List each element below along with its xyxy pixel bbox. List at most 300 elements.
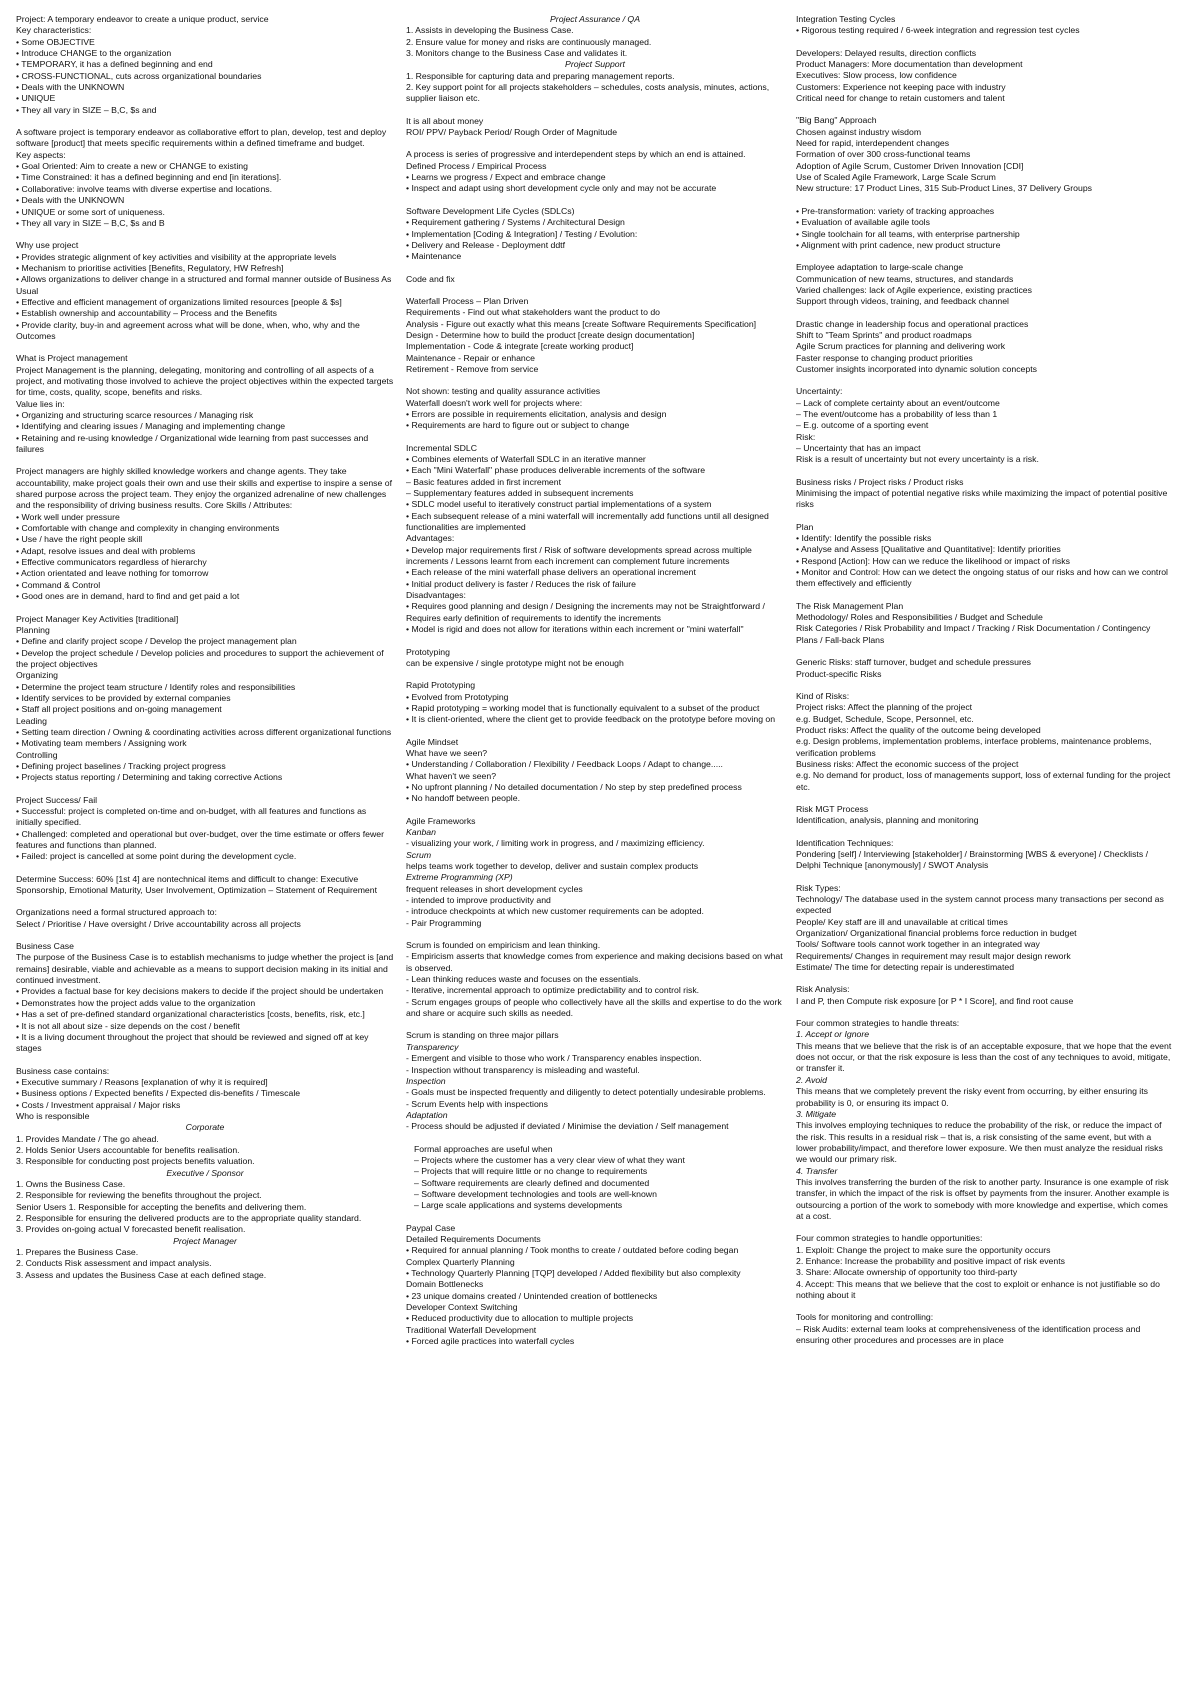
subheading-line: Project Support [565, 59, 625, 70]
section-heading-line: The Risk Management Plan [796, 600, 904, 611]
text-line: Implementation - Code & integrate [create working product] [406, 341, 634, 352]
text-line: Project risks: Affect the planning of the project [796, 702, 973, 713]
section-heading-line: Plan [796, 521, 814, 532]
text-line: Kanban [406, 826, 436, 837]
text-section [406, 386, 784, 431]
text-line: • Combines elements of Waterfall SDLC in an iterative manner [406, 454, 646, 464]
column-1 [16, 14, 394, 1696]
text-line: 1. Prepares the Business Case. [16, 1247, 139, 1258]
section-heading-line: Project Success/ Fail [16, 794, 98, 805]
text-line: Who is responsible [16, 1110, 90, 1121]
text-line: This involves employing techniques to reduce the probability of the risk, or reduce the impact of the risk. This results in a residual risk – that is, a risk consisting of the same event, but with a lower probability/impact, and therefore lower exposure. We then must analyze the residual risks we would our primary risk. [796, 1120, 1163, 1165]
text-line: - Inspection without transparency is misleading and wasteful. [406, 1064, 640, 1075]
text-line: – Software requirements are clearly defined and documented [414, 1177, 650, 1188]
text-line: • Alignment with print cadence, new product structure [796, 239, 1001, 250]
text-line: - Scrum Events help with inspections [406, 1098, 548, 1109]
text-line: • Executive summary / Reasons [explanation of why it is required] [16, 1076, 268, 1087]
section-heading-line: Project Manager Key Activities [traditional] [16, 613, 179, 624]
text-line: – Projects where the customer has a very clear view of what they want [414, 1154, 685, 1165]
section-heading-line: Scrum is standing on three major pillars [406, 1030, 559, 1041]
text-line: • Technology Quarterly Planning [TQP] developed / Added flexibility but also complexity [406, 1268, 741, 1278]
text-section [16, 240, 394, 342]
text-line: • Good ones are in demand, hard to find and get paid a lot [16, 591, 240, 602]
section-heading-line: Kind of Risks: [796, 690, 850, 701]
text-section [796, 984, 1174, 1007]
text-line: Leading [16, 715, 47, 726]
text-line: 1. Accept or Ignore [796, 1029, 870, 1040]
text-line: • Motivating team members / Assigning work [16, 738, 187, 749]
text-line: • Establish ownership and accountability – Process and the Benefits [16, 308, 277, 319]
text-line: Identification, analysis, planning and monitoring [796, 815, 979, 826]
text-line: frequent releases in short development cycles [406, 883, 583, 894]
section-heading-line: Four common strategies to handle threats: [796, 1018, 960, 1029]
text-line: • Provide clarity, buy-in and agreement across what will be done, when, who, why and the Outcomes [16, 319, 360, 341]
text-line: • It is client-oriented, where the client get to provide feedback on the prototype before moving on [406, 714, 776, 725]
text-line: 2. Enhance: Increase the probability and positive impact of risk events [796, 1255, 1065, 1266]
text-line: - visualizing your work, / limiting work in progress, and / maximizing efficiency. [406, 838, 705, 849]
section-heading-line: Not shown: testing and quality assurance activities [406, 386, 601, 397]
text-line: can be expensive / single prototype might not be enough [406, 657, 624, 668]
text-line: • They all vary in SIZE – B,C, $s and B [16, 217, 165, 228]
text-line: • Reduced productivity due to allocation to multiple projects [406, 1313, 634, 1324]
text-line: • Goal Oriented: Aim to create a new or CHANGE to existing [16, 161, 248, 172]
text-line: • Define and clarify project scope / Develop the project management plan [16, 636, 297, 647]
text-line: 1. Responsible for capturing data and preparing management reports. [406, 70, 675, 81]
text-section [16, 874, 394, 897]
text-line: • Single toolchain for all teams, with enterprise partnership [796, 228, 1020, 239]
text-section [406, 296, 784, 375]
text-section [406, 1030, 784, 1132]
section-heading-line: Incremental SDLC [406, 442, 477, 453]
text-line: • Comfortable with change and complexity in changing environments [16, 523, 280, 534]
text-line: Critical need for change to retain customers and talent [796, 93, 1005, 104]
text-line: Business risks: Affect the economic success of the project [796, 758, 1019, 769]
text-line: 1. Owns the Business Case. [16, 1178, 126, 1189]
text-line: Planning [16, 624, 50, 635]
text-line: • Initial product delivery is faster / Reduces the risk of failure [406, 578, 636, 589]
section-heading-line: "Big Bang" Approach [796, 115, 877, 126]
text-line: Key aspects: [16, 149, 66, 160]
text-section [406, 149, 784, 194]
text-line: • Successful: project is completed on-time and on-budget, with all features and functions as initially specified. [16, 806, 367, 828]
text-line: • Work well under pressure [16, 511, 120, 522]
subheading-line: Project Assurance / QA [550, 14, 640, 24]
text-section [796, 1312, 1174, 1346]
text-section [406, 1223, 784, 1348]
text-section [796, 262, 1174, 307]
text-line: - Goals must be inspected frequently and diligently to detect potentially undesirable problems. [406, 1087, 766, 1098]
text-line: • Errors are possible in requirements elicitation, analysis and design [406, 408, 667, 419]
text-line: e.g. Budget, Schedule, Scope, Personnel, etc. [796, 713, 974, 724]
text-line: 3. Assess and updates the Business Case at each defined stage. [16, 1269, 267, 1280]
text-line: - Pair Programming [406, 917, 482, 928]
text-line: • Mechanism to prioritise activities [Benefits, Regulatory, HW Refresh] [16, 262, 284, 273]
text-line: • Delivery and Release - Deployment ddtf [406, 239, 566, 250]
text-line: – Projects that will require little or no change to requirements [414, 1166, 648, 1177]
text-line: • Each release of the mini waterfall phase delivers an operational increment [406, 567, 696, 578]
text-section [16, 127, 394, 229]
text-line: 3. Responsible for conducting post projects benefits valuation. [16, 1156, 255, 1167]
text-line: Risk Categories / Risk Probability and Impact / Tracking / Risk Documentation / Contingency Plans / Fall-back Plans [796, 623, 1151, 645]
text-line: • Business options / Expected benefits / Expected dis-benefits / Timescale [16, 1088, 301, 1099]
text-line: Project Management is the planning, delegating, monitoring and controlling of all aspects of a project, and motivating those involved to achieve the project objectives within the expected targets for time, costs, quality, scope, benefits and risks. [16, 364, 394, 398]
column-3 [796, 14, 1174, 1696]
text-section [406, 206, 784, 263]
section-heading-line: Agile Frameworks [406, 815, 476, 826]
text-line: 1. Exploit: Change the project to make sure the opportunity occurs [796, 1244, 1051, 1255]
text-line: This involves transferring the burden of the risk to another party. Insurance is one example of risk transfer, in which the impact of the risk is offset by payments from the insurer. Another example is outsourcing a portion of the work to somebody with more knowledge and expertise, which comes at a cost. [796, 1176, 1170, 1221]
text-line: • Demonstrates how the project adds value to the organization [16, 997, 256, 1008]
text-line: • Required for annual planning / Took months to create / outdated before coding began [406, 1245, 739, 1256]
subheading-line: Project Manager [173, 1235, 237, 1246]
text-line: • Time Constrained: it has a defined beginning and end [in iterations]. [16, 172, 282, 183]
text-line: – Risk Audits: external team looks at comprehensiveness of the identification process and ensuring other procedures and processes are in place [796, 1323, 1141, 1346]
text-line: • UNIQUE [16, 93, 56, 104]
text-line: Retirement - Remove from service [406, 363, 539, 374]
text-line: • Identify services to be provided by external companies [16, 692, 231, 703]
text-line: Controlling [16, 749, 58, 760]
text-line: Key characteristics: [16, 25, 92, 36]
text-line: • It is a living document throughout the project that should be reviewed and signed off at key stages [16, 1031, 369, 1054]
text-line: Adoption of Agile Scrum, Customer Driven Innovation [CDI] [796, 160, 1024, 171]
section-heading-line: • Pre-transformation: variety of tracking approaches [796, 205, 995, 216]
text-line: Agile Scrum practices for planning and delivering work [796, 341, 1006, 352]
text-line: • Forced agile practices into waterfall cycles [406, 1336, 575, 1347]
text-line: Maintenance - Repair or enhance [406, 352, 535, 363]
text-line: Product Managers: More documentation than development [796, 59, 1023, 70]
text-line: Shift to "Team Sprints" and product roadmaps [796, 329, 972, 340]
text-line: • No handoff between people. [406, 793, 520, 804]
text-line: – Basic features added in first increment [406, 476, 562, 487]
section-heading-line: Uncertainty: [796, 386, 843, 397]
text-section [796, 522, 1174, 590]
text-line: Risk: [796, 431, 816, 442]
text-line: 2. Responsible for reviewing the benefits throughout the project. [16, 1190, 262, 1201]
text-line: Organization/ Organizational financial problems force reduction in budget [796, 928, 1077, 939]
text-line: – Lack of complete certainty about an event/outcome [796, 397, 1000, 408]
text-line: 2. Responsible for ensuring the delivered products are to the appropriate quality standard. [16, 1213, 362, 1223]
text-line: - Emergent and visible to those who work / Transparency enables inspection. [406, 1053, 702, 1064]
text-section [406, 274, 784, 285]
text-line: 2. Avoid [796, 1074, 827, 1085]
text-section [406, 940, 784, 1019]
section-heading-line: A process is series of progressive and interdependent steps by which an end is attained. [406, 149, 746, 160]
text-section [16, 14, 394, 116]
text-line: • Each subsequent release of a mini waterfall will incrementally add functions until all designed functionalities are implemented [406, 510, 769, 533]
text-line: • Monitor and Control: How can we detect the ongoing status of our risks and how can we control them effectively and efficiently [796, 567, 1168, 589]
text-line: Senior Users 1. Responsible for accepting the benefits and delivering them. [16, 1201, 307, 1212]
text-section [796, 1233, 1174, 1301]
text-section [406, 680, 784, 725]
text-line: e.g. No demand for product, loss of managements support, loss of external funding for the project etc. [796, 770, 1171, 792]
section-heading-line: Paypal Case [406, 1222, 456, 1233]
text-line: This means that we completely prevent the risky event from occurring, by either ensuring its probability is 0, or ensuring its impact 0. [796, 1086, 1148, 1108]
text-line: • Use / have the right people skill [16, 534, 143, 545]
text-section [406, 14, 784, 105]
text-line: • Evaluation of available agile tools [796, 217, 930, 228]
text-line: • Costs / Investment appraisal / Major risks [16, 1099, 181, 1110]
text-line: Extreme Programming (XP) [406, 872, 513, 883]
text-line: • Rapid prototyping = working model that is functionally equivalent to a subset of the product [406, 702, 760, 713]
text-section [796, 1018, 1174, 1222]
section-heading-line: What is Project management [16, 353, 128, 364]
section-heading-line: It is all about money [406, 115, 484, 126]
section-heading-line: Project: A temporary endeavor to create a unique product, service [16, 14, 269, 24]
text-line: Scrum [406, 849, 432, 860]
text-line: - Empiricism asserts that knowledge comes from experience and making decisions based on what is observed. [406, 951, 783, 973]
text-line: Waterfall doesn't work well for projects where: [406, 397, 583, 408]
text-line: Detailed Requirements Documents [406, 1233, 541, 1244]
text-line: – Software development technologies and tools are well-known [414, 1188, 657, 1199]
section-heading-line: Business risks / Project risks / Product risks [796, 476, 964, 487]
text-section [16, 353, 394, 455]
section-heading-line: Software Development Life Cycles (SDLCs) [406, 205, 575, 216]
text-line: Minimising the impact of potential negative risks while maximizing the impact of potential positive risks [796, 488, 1168, 510]
text-line: Pondering [self] / Interviewing [stakeholder] / Brainstorming [WBS & everyone] / Checklists / Delphi Technique [anonymously] / SWOT Analysis [796, 848, 1148, 871]
text-line: Chosen against industry wisdom [796, 126, 922, 137]
text-line: - Process should be adjusted if deviated / Minimise the deviation / Self management [406, 1121, 729, 1132]
text-line: ROI/ PPV/ Payback Period/ Rough Order of Magnitude [406, 127, 618, 138]
section-heading-line: Organizations need a formal structured approach to: [16, 907, 217, 918]
section-heading-line: Identification Techniques: [796, 837, 894, 848]
section-heading-line: A software project is temporary endeavor as collaborative effort to plan, develop, test and deploy software [product] that meets specific requirements within a defined timeframe and budget. [16, 127, 387, 149]
subheading-line: Corporate [185, 1122, 225, 1133]
text-line: • Evolved from Prototyping [406, 691, 509, 702]
text-line: The purpose of the Business Case is to establish mechanisms to judge whether the project is [and remains] desirable, viable and achievable as a means to support decision making in its initial and continued investment. [16, 952, 394, 986]
text-line: Communication of new teams, structures, and standards [796, 273, 1014, 284]
text-line: • Introduce CHANGE to the organization [16, 48, 172, 59]
text-line: Need for rapid, interdependent changes [796, 138, 950, 149]
text-line: - Lean thinking reduces waste and focuses on the essentials. [406, 974, 641, 985]
text-line: 3. Mitigate [796, 1108, 837, 1119]
section-heading-line: Integration Testing Cycles [796, 14, 896, 24]
text-line: New structure: 17 Product Lines, 315 Sub-Product Lines, 37 Delivery Groups [796, 183, 1093, 194]
text-line: • Requires good planning and design / Designing the increments may not be Straightforward / Requires early definition of requirements to identify the increments [406, 601, 765, 623]
text-line: Product-specific Risks [796, 668, 882, 679]
text-line: Methodology/ Roles and Responsibilities / Budget and Schedule [796, 612, 1043, 623]
text-section [16, 1066, 394, 1282]
section-heading-line: Generic Risks: staff turnover, budget and schedule pressures [796, 657, 1032, 668]
text-line: • Learns we progress / Expect and embrace change [406, 172, 606, 183]
text-line: • Model is rigid and does not allow for iterations within each increment or "mini waterfall" [406, 624, 744, 635]
text-line: • Provides a factual base for key decisions makers to decide if the project should be undertaken [16, 986, 384, 997]
section-heading-line: Tools for monitoring and controlling: [796, 1312, 934, 1323]
text-line: • They all vary in SIZE – B,C, $s and [16, 104, 157, 115]
text-section [16, 614, 394, 784]
text-section [406, 443, 784, 636]
text-line: e.g. Design problems, implementation problems, interface problems, maintenance problems, verification problems [796, 736, 1152, 758]
text-section [796, 206, 1174, 251]
text-line: • Requirements are hard to figure out or subject to change [406, 420, 630, 431]
text-section [406, 737, 784, 805]
text-line: • Defining project baselines / Tracking project progress [16, 760, 226, 771]
text-section [16, 907, 394, 930]
text-line: Analysis - Figure out exactly what this means [create Software Requirements Specification] [406, 318, 757, 329]
text-section [16, 466, 394, 602]
text-line: • Each "Mini Waterfall" phase produces deliverable increments of the software [406, 465, 706, 476]
text-line: – E.g. outcome of a sporting event [796, 420, 929, 431]
text-line: 2. Key support point for all projects stakeholders – schedules, costs analysis, minutes, actions, supplier liaison etc. [406, 82, 770, 104]
section-heading-line: Risk MGT Process [796, 803, 869, 814]
section-heading-line: Prototyping [406, 646, 450, 657]
text-line: • Determine the project team structure / Identify roles and responsibilities [16, 681, 296, 692]
text-line: Requirements - Find out what stakeholders want the product to do [406, 307, 661, 318]
text-line: People/ Key staff are ill and unavailable at critical times [796, 916, 1008, 927]
text-line: - intended to improve productivity and [406, 895, 551, 906]
text-line: Domain Bottlenecks [406, 1279, 484, 1290]
text-line: 2. Conducts Risk assessment and impact analysis. [16, 1258, 212, 1269]
text-line: • It is not all about size - size depends on the cost / benefit [16, 1020, 240, 1031]
text-line: • Inspect and adapt using short development cycle only and may not be accurate [406, 183, 717, 194]
section-heading-line: Rapid Prototyping [406, 680, 476, 691]
text-line: Advantages: [406, 533, 455, 544]
text-line: • Maintenance [406, 251, 462, 262]
text-line: Executives: Slow process, low confidence [796, 70, 957, 81]
text-line: - Scrum engages groups of people who collectively have all the skills and expertise to do the work and share or acquire such skills as needed. [406, 996, 782, 1019]
text-line: • Identify: Identify the possible risks [796, 533, 932, 544]
section-heading-line: Scrum is founded on empiricism and lean thinking. [406, 940, 601, 951]
text-line: Developer Context Switching [406, 1302, 518, 1313]
text-section [796, 477, 1174, 511]
text-line: What have we seen? [406, 747, 488, 758]
text-line: This means that we believe that the risk is of an acceptable exposure, that we hope that the event does not occur, or that the risk exposure is less than the cost of any techniques to avoid, mitigate, or transfer it. [796, 1040, 1172, 1074]
section-heading-line: Code and fix [406, 273, 455, 284]
section-heading-line: Risk Types: [796, 882, 841, 893]
text-line: • Has a set of pre-defined standard organizational characteristics [costs, benefits, risk, etc.] [16, 1009, 365, 1020]
text-line: • Command & Control [16, 579, 101, 590]
text-line: Inspection [406, 1075, 446, 1086]
section-heading-line: Waterfall Process – Plan Driven [406, 295, 529, 306]
text-line: • Develop the project schedule / Develop policies and procedures to support the achievement of the project objectives [16, 647, 384, 669]
text-section [796, 386, 1174, 465]
text-line: Technology/ The database used in the system cannot process many transactions per second as expected [796, 894, 1164, 916]
text-line: • Implementation [Coding & Integration] / Testing / Evolution: [406, 228, 638, 239]
text-line: • Analyse and Assess [Qualitative and Quantitative]: Identify priorities [796, 544, 1061, 555]
text-line: 3. Share: Allocate ownership of opportunity too third-party [796, 1267, 1018, 1278]
text-line: • Projects status reporting / Determining and taking corrective Actions [16, 772, 283, 783]
text-line: • Rigorous testing required / 6-week integration and regression test cycles [796, 25, 1080, 36]
text-line: 4. Accept: This means that we believe that the cost to exploit or enhance is not justifiable so do nothing about it [796, 1278, 1160, 1300]
text-line: 3. Monitors change to the Business Case and validates it. [406, 48, 628, 59]
section-heading-line: Business case contains: [16, 1065, 110, 1076]
text-line: • 23 unique domains created / Unintended creation of bottlenecks [406, 1290, 658, 1301]
text-line: - introduce checkpoints at which new customer requirements can be adopted. [406, 906, 704, 917]
text-line: • Retaining and re-using knowledge / Organizational wide learning from past successes and failures [16, 432, 369, 455]
text-section [406, 1144, 784, 1212]
text-line: Value lies in: [16, 398, 65, 409]
section-heading-line: Drastic change in leadership focus and operational practices [796, 318, 1029, 329]
section-heading-line: Determine Success: 60% [1st 4] are nontechnical items and difficult to change: Executive Sponsorship, Emotional Maturity, User Involvement, Optimization – Statement of Requirement [16, 873, 378, 896]
text-section [796, 838, 1174, 872]
text-line: • TEMPORARY, it has a defined beginning and end [16, 59, 213, 70]
text-line: • SDLC model useful to iteratively construct partial implementations of a system [406, 499, 712, 510]
text-line: helps teams work together to develop, deliver and sustain complex products [406, 861, 699, 871]
text-line: • UNIQUE or some sort of uniqueness. [16, 206, 165, 217]
text-line: • No upfront planning / No detailed documentation / No step by step predefined process [406, 781, 742, 792]
text-line: • Understanding / Collaboration / Flexibility / Feedback Loops / Adapt to change..... [406, 759, 723, 770]
text-line: 3. Provides on-going actual V forecasted benefit realisation. [16, 1224, 246, 1235]
section-heading-line: Business Case [16, 941, 74, 952]
text-line: • Setting team direction / Owning & coordinating activities across different organizational functions [16, 726, 392, 737]
text-line: – Large scale applications and systems developments [414, 1200, 623, 1211]
text-line: Tools/ Software tools cannot work together in an integrated way [796, 939, 1040, 950]
text-line: • Adapt, resolve issues and deal with problems [16, 545, 196, 556]
text-line: • Challenged: completed and operational but over-budget, over the time estimate or offers fewer features and functions than planned. [16, 828, 384, 851]
text-section [796, 48, 1174, 105]
section-heading-line: Risk Analysis: [796, 984, 850, 995]
text-line: Customers: Experience not keeping pace with industry [796, 81, 1006, 92]
section-heading-line: Agile Mindset [406, 736, 459, 747]
section-heading-line: Formal approaches are useful when [414, 1143, 553, 1154]
text-line: Organizing [16, 670, 59, 681]
section-heading-line: Employee adaptation to large-scale change [796, 262, 964, 273]
text-section [16, 941, 394, 1054]
column-2 [406, 14, 784, 1696]
text-line: Product risks: Affect the quality of the outcome being developed [796, 724, 1041, 735]
text-line: – The event/outcome has a probability of less than 1 [796, 408, 998, 419]
text-line: Defined Process / Empirical Process [406, 160, 547, 171]
text-line: • Develop major requirements first / Risk of software developments spread across multiple increments / Lessons learnt from each increment can complement future increments [406, 544, 752, 567]
text-line: Transparency [406, 1041, 459, 1052]
text-line: • Action orientated and leave nothing for tomorrow [16, 568, 209, 579]
section-heading-line: Four common strategies to handle opportunities: [796, 1233, 983, 1244]
text-line: • Failed: project is cancelled at some point during the development cycle. [16, 851, 297, 862]
text-section [406, 116, 784, 139]
section-heading-line: Developers: Delayed results, direction conflicts [796, 47, 977, 58]
text-line: Requirements/ Changes in requirement may result major design rework [796, 950, 1071, 961]
text-line: • Organizing and structuring scarce resources / Managing risk [16, 410, 254, 420]
text-line: – Supplementary features added in subsequent increments [406, 488, 634, 499]
text-line: • Deals with the UNKNOWN [16, 195, 125, 206]
text-section [796, 115, 1174, 194]
text-line: • Deals with the UNKNOWN [16, 82, 125, 93]
text-line: • Requirement gathering / Systems / Architectural Design [406, 217, 625, 228]
section-heading-line: Why use project [16, 240, 79, 251]
text-line: I and P, then Compute risk exposure [or P * I Score], and find root cause [796, 995, 1074, 1006]
text-section [796, 319, 1174, 376]
text-line: • Allows organizations to deliver change in a structured and formal manner outside of Business As Usual [16, 274, 392, 296]
text-line: • Effective communicators regardless of hierarchy [16, 557, 207, 568]
text-line: • Effective and efficient management of organizations limited resources [people & $s] [16, 296, 342, 307]
text-line: • Collaborative: involve teams with diverse expertise and locations. [16, 183, 273, 194]
text-section [406, 647, 784, 670]
text-section [796, 14, 1174, 37]
text-line: • Respond [Action]: How can we reduce the likelihood or impact of risks [796, 555, 1070, 566]
text-line: 1. Provides Mandate / The go ahead. [16, 1133, 159, 1144]
text-section [796, 601, 1174, 646]
text-line: Traditional Waterfall Development [406, 1324, 537, 1335]
text-line: 1. Assists in developing the Business Case. [406, 25, 574, 36]
text-line: Formation of over 300 cross-functional teams [796, 149, 971, 160]
text-line: Complex Quarterly Planning [406, 1256, 515, 1267]
text-line: • Some OBJECTIVE [16, 36, 95, 47]
text-section [16, 795, 394, 863]
text-line: Adaptation [406, 1109, 448, 1120]
text-line: Design - Determine how to build the product [create design documentation] [406, 329, 695, 340]
text-line: Risk is a result of uncertainty but not every uncertainty is a risk. [796, 454, 1039, 465]
text-line: Faster response to changing product priorities [796, 352, 973, 363]
text-line: 2. Ensure value for money and risks are continuously managed. [406, 36, 652, 47]
subheading-line: Executive / Sponsor [166, 1167, 244, 1178]
text-line: Estimate/ The time for detecting repair is underestimated [796, 962, 1015, 973]
text-line: Customer insights incorporated into dynamic solution concepts [796, 363, 1037, 374]
text-section [796, 804, 1174, 827]
text-line: Select / Prioritise / Have oversight / Drive accountability across all projects [16, 918, 301, 929]
text-line: Disadvantages: [406, 590, 466, 601]
text-section [796, 657, 1174, 680]
text-section [406, 816, 784, 929]
text-line: • CROSS-FUNCTIONAL, cuts across organizational boundaries [16, 70, 262, 81]
